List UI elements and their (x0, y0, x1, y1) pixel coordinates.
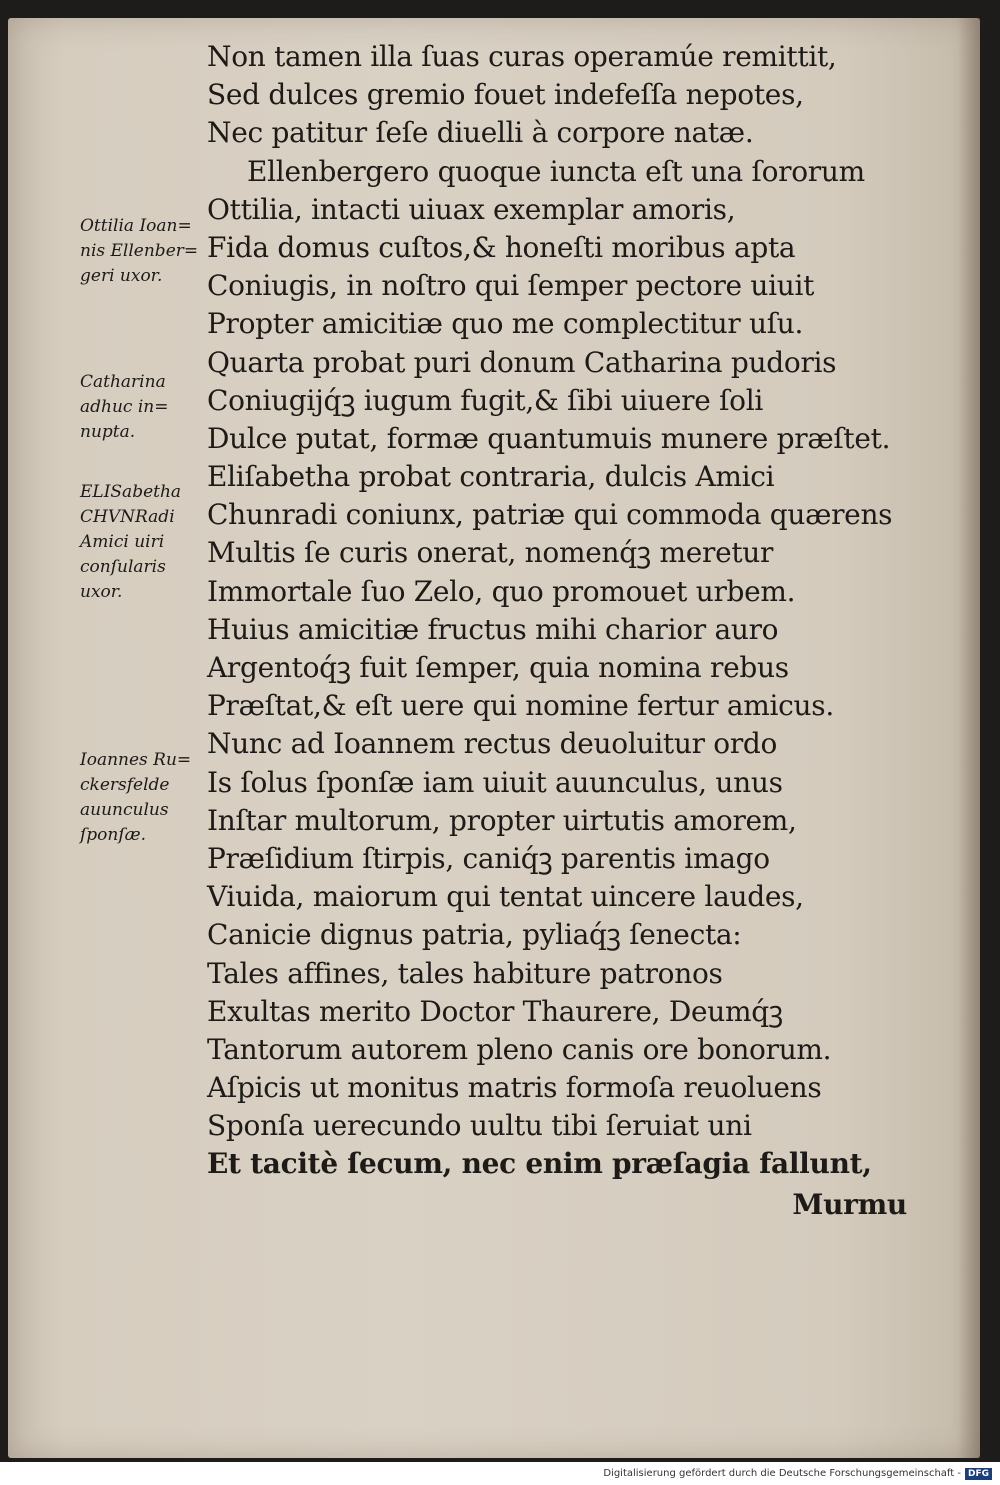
gloss-line: ſponſæ. (80, 825, 147, 845)
gloss-line: nis Ellenber= (80, 241, 199, 261)
gloss-line: auunculus (80, 800, 169, 820)
verse-line: Nunc ad Ioannem rectus deuoluitur ordo (207, 727, 778, 761)
verse-line: Sed dulces gremio fouet indefeſſa nepotes, (207, 78, 804, 112)
verse-line: Multis ſe curis onerat, nomenq́ꝫ meretur (207, 536, 774, 570)
verse-line: Non tamen illa ſuas curas operamúe remittit, (207, 40, 837, 73)
verse-line: Exultas merito Doctor Thaurere, Deumq́ꝫ (207, 994, 783, 1028)
verse-line: Nec patitur ſeſe diuelli à corpore natæ. (207, 116, 754, 150)
gloss-line: geri uxor. (80, 266, 163, 286)
gloss-catharina (80, 370, 212, 445)
verse-line: Aſpicis ut monitus matris formoſa reuoluens (207, 1071, 822, 1105)
verse-line: Et tacitè ſecum, nec enim præſagia fallunt, (207, 1147, 872, 1181)
verse-line: Canicie dignus patria, pyliaq́ꝫ ſenecta: (207, 918, 742, 952)
gloss-line: Amici uiri (80, 532, 165, 552)
verse-line: Ellenbergero quoque iuncta eſt una ſororum (247, 154, 865, 188)
verse-line: Ottilia, intacti uiuax exemplar amoris, (207, 192, 736, 226)
verse-line: Præſidium ſtirpis, caniq́ꝫ parentis imago (207, 841, 770, 875)
verse-line: Propter amicitiæ quo me complectitur uſu. (207, 307, 804, 341)
gloss-line: conſularis (80, 557, 166, 577)
verse-line: Fida domus cuſtos,& honeſti moribus apta (207, 230, 796, 264)
gloss-line: Ottilia Ioan= (80, 216, 192, 236)
verse-line: Viuida, maiorum qui tentat uincere laudes, (207, 880, 804, 914)
verse-line: Immortale ſuo Zelo, quo promouet urbem. (207, 574, 796, 608)
page-edge-shadow (958, 18, 980, 1458)
verse-text (207, 38, 907, 1224)
verse-line: Inſtar multorum, propter uirtutis amorem, (207, 803, 797, 837)
verse-line: Coniugijq́ꝫ iugum fugit,& ſibi uiuere ſoli (207, 383, 764, 417)
gloss-elisabetha (80, 480, 212, 605)
gloss-ottilia (80, 214, 212, 289)
verse-line: Sponſa uerecundo uultu tibi ſeruiat uni (207, 1109, 752, 1143)
verse-line: Quarta probat puri donum Catharina pudoris (207, 345, 837, 379)
verse-line: Tales affines, tales habiture patronos (207, 956, 723, 990)
gloss-ioannes (80, 748, 212, 848)
verse-line: Dulce putat, formæ quantumuis munere præſtet. (207, 421, 891, 455)
funding-credit: Digitalisierung gefördert durch die Deutsche Forschungsgemeinschaft - (603, 1468, 961, 1479)
verse-line: Huius amicitiæ fructus mihi charior auro (207, 612, 779, 646)
dfg-logo: DFG (965, 1468, 992, 1480)
gloss-line: Ioannes Ru= (80, 750, 192, 770)
verse-line: Is ſolus ſponſæ iam uiuit auunculus, unus (207, 765, 783, 799)
digitization-footer (0, 1462, 1000, 1485)
gloss-line: uxor. (80, 582, 123, 602)
gloss-line: nupta. (80, 422, 136, 442)
verse-line: Chunradi coniunx, patriæ qui commoda quærens (207, 498, 893, 532)
gloss-line: ELISabetha (80, 482, 182, 502)
gloss-line: Catharina (80, 372, 166, 392)
verse-line: Eliſabetha probat contraria, dulcis Amici (207, 460, 775, 494)
verse-line: Præſtat,& eſt uere qui nomine fertur amicus. (207, 689, 834, 723)
verse-line: Argentoq́ꝫ fuit ſemper, quia nomina rebus (207, 651, 789, 684)
gloss-line: ckersfelde (80, 775, 170, 795)
verse-line: Coniugis, in noſtro qui ſemper pectore uiuit (207, 269, 815, 303)
catchword: Murmu (792, 1187, 907, 1221)
gloss-line: CHVNRadi (80, 507, 175, 527)
gloss-line: adhuc in= (80, 397, 169, 417)
verse-line: Tantorum autorem pleno canis ore bonorum. (207, 1032, 832, 1066)
